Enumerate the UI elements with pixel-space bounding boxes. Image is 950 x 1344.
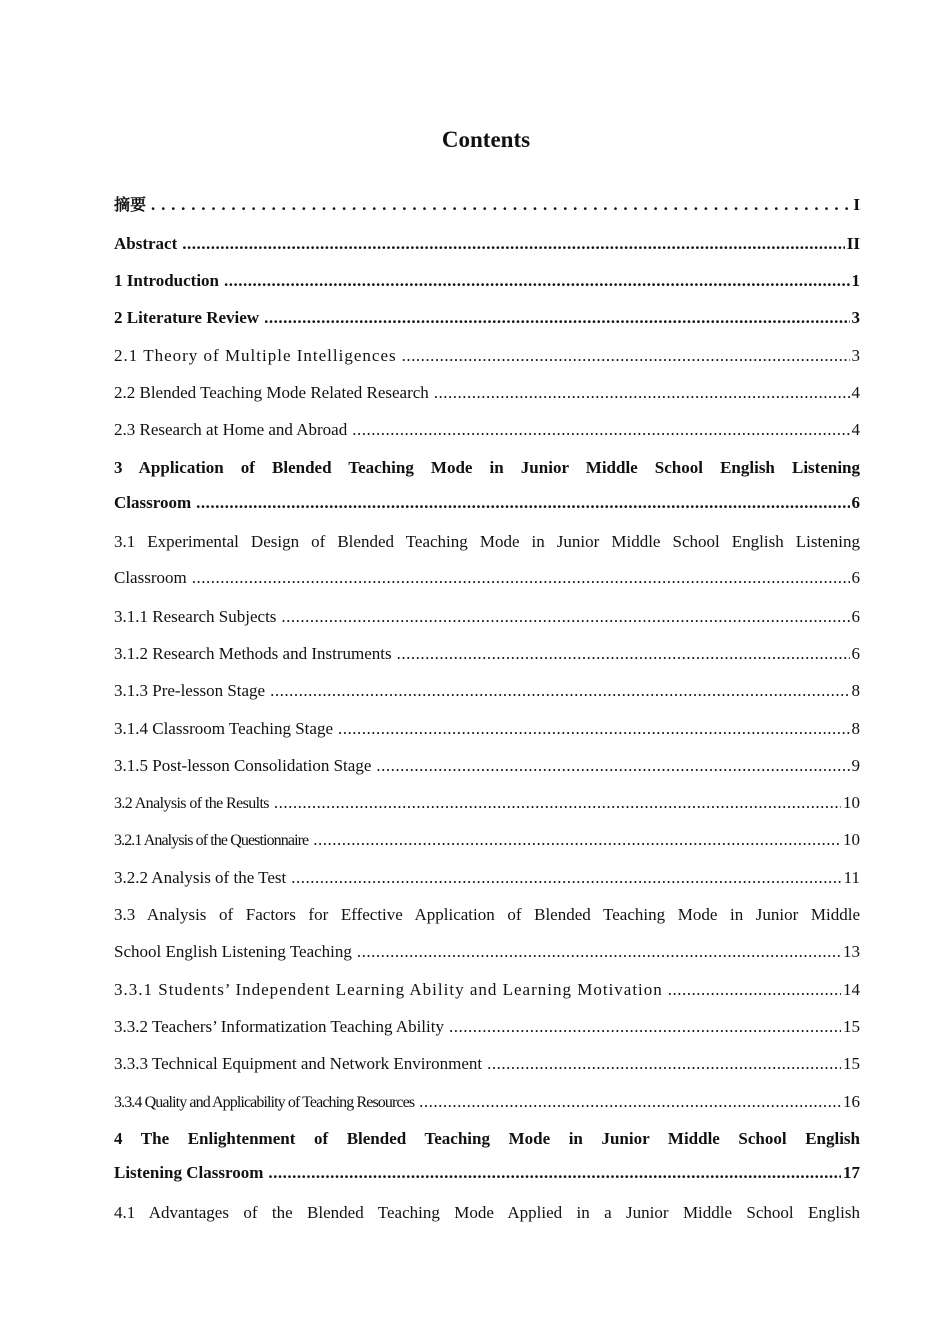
toc-page-number: 4 (851, 383, 860, 402)
toc-entry-3-1-2[interactable] (114, 642, 860, 666)
toc-page-number: 4 (851, 420, 860, 439)
toc-entry-3-1-4[interactable] (114, 717, 860, 741)
toc-entry-title: Listening Classroom (114, 1163, 264, 1182)
toc-entry-chapter-4-line1[interactable]: 4 The Enlightenment of Blended Teaching Mode in Junior Middle School English (114, 1129, 860, 1148)
toc-entry-2-3[interactable] (114, 418, 860, 442)
toc-entry-title: 3.1.1 Research Subjects (114, 607, 277, 626)
toc-page-number: II (846, 234, 860, 253)
toc-page-number: 11 (843, 868, 860, 887)
dot-leader (192, 566, 850, 590)
toc-entry-title: 3.3.1 Students’ Independent Learning Ability and Learning Motivation (114, 980, 663, 999)
dot-leader (274, 791, 841, 815)
toc-page-number: 6 (851, 607, 860, 626)
dot-leader (270, 679, 849, 703)
toc-page-number: 3 (851, 346, 860, 365)
toc-entry-title: 3.3.4 Quality and Applicability of Teaching Resources (114, 1094, 415, 1111)
dot-leader (487, 1052, 841, 1076)
toc-page-number: 14 (843, 980, 860, 999)
toc-page-number: 10 (843, 793, 860, 812)
dot-leader (449, 1015, 841, 1039)
toc-entry-title: 2.3 Research at Home and Abroad (114, 420, 348, 439)
dot-leader (281, 605, 849, 629)
toc-entry-title: 3.1.5 Post-lesson Consolidation Stage (114, 756, 372, 775)
toc-entry-title: 3.2 Analysis of the Results (114, 795, 269, 812)
dot-leader (151, 193, 851, 217)
toc-page-number: 15 (843, 1054, 860, 1073)
toc-entry-title: 2 Literature Review (114, 308, 260, 327)
dot-leader (419, 1090, 841, 1114)
dot-leader (338, 717, 850, 741)
toc-entry-title: Abstract (114, 234, 178, 253)
toc-page-number: 1 (851, 271, 860, 290)
toc-entry-title: 3.3.2 Teachers’ Informatization Teaching Ability (114, 1017, 444, 1036)
toc-entry-3-2[interactable] (114, 791, 860, 816)
toc-entry-title: 3.1.2 Research Methods and Instruments (114, 644, 392, 663)
toc-entry-title: 3.1.4 Classroom Teaching Stage (114, 719, 333, 738)
toc-page-number: 9 (851, 756, 860, 775)
toc-page-number: 8 (851, 719, 860, 738)
dot-leader (224, 269, 849, 293)
toc-entry-abstract-cn[interactable] (114, 193, 860, 217)
dot-leader (668, 978, 841, 1002)
toc-page-number: 3 (851, 308, 860, 327)
toc-entry-literature-review[interactable] (114, 306, 860, 330)
dot-leader (352, 418, 849, 442)
toc-page-number: 16 (843, 1092, 860, 1111)
toc-page-number: 17 (843, 1163, 860, 1182)
toc-entry-chapter-3-line1[interactable]: 3 Application of Blended Teaching Mode in Junior Middle School English Listening (114, 458, 860, 477)
dot-leader (264, 306, 849, 330)
dot-leader (434, 381, 850, 405)
toc-entry-introduction[interactable] (114, 269, 860, 293)
toc-entry-3-1-line1[interactable]: 3.1 Experimental Design of Blended Teaching Mode in Junior Middle School English Listening (114, 532, 860, 551)
dot-leader (376, 754, 849, 778)
toc-entry-title: 3.2.2 Analysis of the Test (114, 868, 287, 887)
dot-leader (268, 1161, 841, 1185)
toc-entry-title: 摘要 (114, 195, 147, 214)
toc-page-number: 6 (851, 493, 860, 512)
toc-page-number: 6 (851, 644, 860, 663)
toc-entry-title: 3.2.1 Analysis of the Questionnaire (114, 832, 309, 849)
page-title: Contents (441, 127, 531, 152)
toc-entry-title: Classroom (114, 568, 187, 587)
dot-leader (357, 940, 841, 964)
toc-entry-4-1-line1[interactable]: 4.1 Advantages of the Blended Teaching Mode Applied in a Junior Middle School English (114, 1203, 860, 1222)
toc-entry-3-2-1[interactable] (114, 828, 860, 853)
toc-entry-title: 2.1 Theory of Multiple Intelligences (114, 346, 397, 365)
toc-entry-title: School English Listening Teaching (114, 942, 352, 961)
toc-entry-3-1-5[interactable] (114, 754, 860, 778)
dot-leader (402, 344, 850, 368)
toc-entry-3-3-line1[interactable]: 3.3 Analysis of Factors for Effective Application of Blended Teaching Mode in Junior Middle (114, 905, 860, 924)
toc-entry-3-2-2[interactable] (114, 866, 860, 890)
toc-entry-3-1-1[interactable] (114, 605, 860, 629)
dot-leader (313, 828, 841, 852)
toc-entry-2-1[interactable] (114, 344, 860, 368)
toc-entry-3-3-2[interactable] (114, 1015, 860, 1039)
toc-entry-title: 3.3.3 Technical Equipment and Network Environment (114, 1054, 483, 1073)
toc-entry-abstract[interactable] (114, 232, 860, 256)
toc-entry-chapter-4[interactable] (114, 1161, 860, 1185)
toc-page-number: 13 (843, 942, 860, 961)
toc-entry-3-1-3[interactable] (114, 679, 860, 703)
toc-entry-title: 1 Introduction (114, 271, 220, 290)
dot-leader (182, 232, 845, 256)
toc-page-number: 8 (851, 681, 860, 700)
toc-entry-chapter-3[interactable] (114, 491, 860, 515)
toc-entry-3-3-1[interactable] (114, 978, 860, 1002)
toc-page-number: 10 (843, 830, 860, 849)
toc-entry-2-2[interactable] (114, 381, 860, 405)
dot-leader (196, 491, 849, 515)
toc-page-number: 6 (851, 568, 860, 587)
toc-entry-3-3-3[interactable] (114, 1052, 860, 1076)
toc-entry-title: 3.1.3 Pre-lesson Stage (114, 681, 266, 700)
toc-entry-3-3[interactable] (114, 940, 860, 964)
toc-page-number: 15 (843, 1017, 860, 1036)
toc-entry-3-3-4[interactable] (114, 1090, 860, 1115)
toc-entry-title: 2.2 Blended Teaching Mode Related Research (114, 383, 429, 402)
toc-page-number: I (853, 195, 860, 214)
dot-leader (397, 642, 850, 666)
dot-leader (291, 866, 841, 890)
toc-entry-title: Classroom (114, 493, 192, 512)
toc-entry-3-1[interactable] (114, 566, 860, 590)
